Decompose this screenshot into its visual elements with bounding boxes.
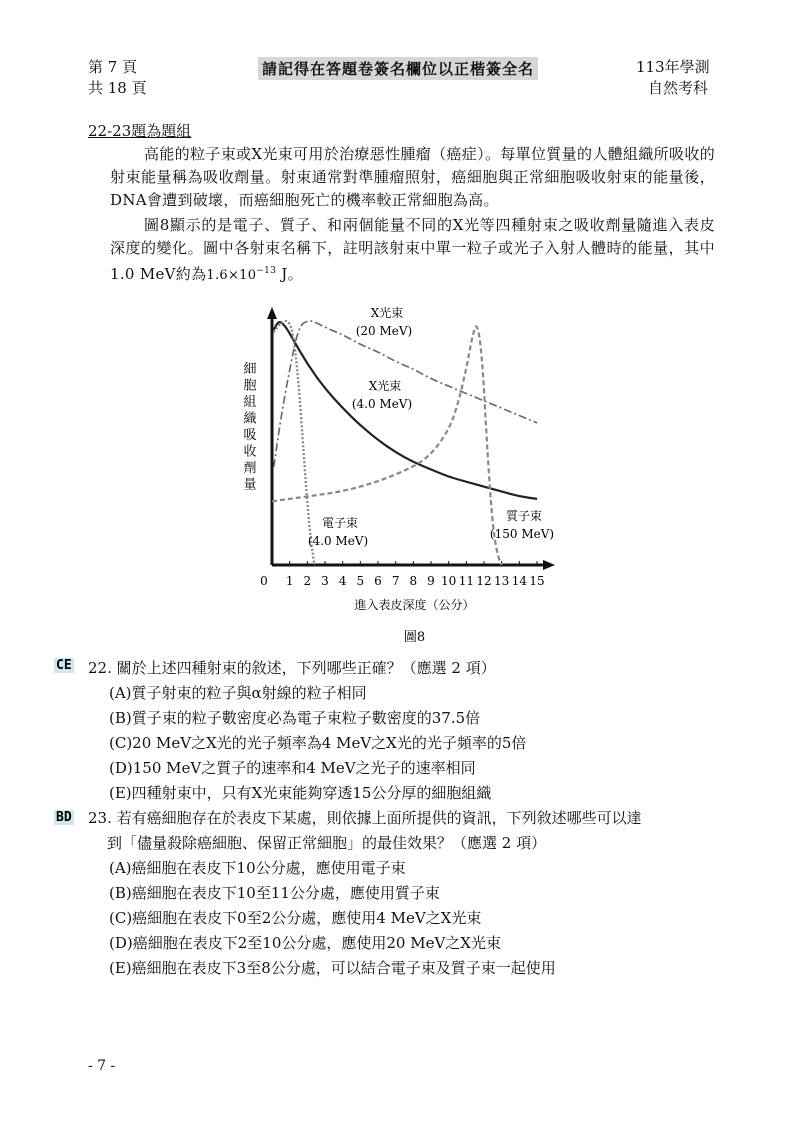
x-tick-label: 9 — [427, 574, 435, 588]
x-tick-label: 4 — [338, 574, 347, 588]
q23-option-e[interactable]: (E)癌細胞在表皮下3至8公分處，可以結合電子束及質子束一起使用 — [109, 959, 556, 977]
xray-20mev-energy-label: (20 MeV) — [355, 324, 413, 338]
xray-20mev-curve — [274, 321, 537, 467]
signature-notice-banner: 請記得在答題卷簽名欄位以正楷簽全名 — [258, 57, 538, 80]
q23-option-b[interactable]: (B)癌細胞在表皮下10至11公分處，應使用質子束 — [109, 884, 440, 902]
figure-caption: 圖8 — [403, 630, 426, 645]
x-tick-label: 3 — [321, 574, 329, 588]
electron-beam-label: 電子束 — [321, 516, 359, 530]
x-tick-label: 14 — [511, 574, 527, 588]
y-axis-label-char: 細 — [243, 362, 257, 377]
y-axis-arrow — [267, 307, 277, 319]
x-tick-label: 10 — [441, 574, 457, 588]
y-axis-label-char: 織 — [243, 411, 257, 427]
y-axis-label-char: 劑 — [243, 461, 257, 476]
y-axis-label-char: 量 — [243, 477, 257, 493]
q22-option-a[interactable]: (A)質子射束的粒子與α射線的粒子相同 — [109, 684, 367, 702]
q22-option-b[interactable]: (B)質子束的粒子數密度必為電子束粒子數密度的37.5倍 — [109, 709, 481, 727]
energy-conversion-exponent: −13 — [256, 266, 277, 276]
y-axis-label-char: 胞 — [243, 378, 257, 394]
q22-option-d[interactable]: (D)150 MeV之質子的速率和4 MeV之光子的速率相同 — [109, 759, 476, 777]
x-tick-label: 8 — [409, 574, 418, 588]
exam-label: 113年學測 — [636, 58, 710, 76]
x-tick-label: 0 — [260, 574, 268, 588]
y-axis-label-char: 吸 — [243, 428, 257, 443]
q23-option-d[interactable]: (D)癌細胞在表皮下2至10公分處，應使用20 MeV之X光束 — [109, 934, 501, 952]
q22-option-e[interactable]: (E)四種射束中，只有X光束能夠穿透15公分厚的細胞組織 — [109, 784, 492, 802]
x-tick-label: 15 — [529, 574, 545, 588]
intro-p1-text: 高能的粒子束或X光束可用於治療惡性腫瘤（癌症）。每單位質量的人體組織所吸收的射束能量稱為吸收劑量。射束通常對準腫瘤照射，癌細胞與正常細胞吸收射束的能量後，DNA會遭到破壞，而癌細胞死亡的機率較正常細胞為高。 — [110, 145, 715, 209]
y-axis-label-char: 組 — [243, 395, 257, 410]
x-tick-label: 6 — [374, 574, 382, 588]
x-tick-label: 1 — [285, 574, 294, 588]
q23-answer-tag — [54, 807, 74, 825]
intro-paragraph-1 — [110, 143, 715, 212]
x-tick-label: 12 — [476, 574, 492, 588]
q22-stem: 22. 關於上述四種射束的敘述，下列哪些正確？（應選 2 項） — [88, 659, 496, 677]
q23-stem-line1: 23. 若有癌細胞存在於表皮下某處，則依據上面所提供的資訊，下列敘述哪些可以達 — [88, 809, 642, 827]
subject-label: 自然考科 — [648, 79, 709, 97]
x-tick-label: 5 — [356, 574, 365, 588]
x-tick-label: 11 — [458, 574, 474, 588]
total-pages-label: 共 18 頁 — [88, 79, 147, 97]
x-axis-label: 進入表皮深度（公分） — [354, 598, 475, 612]
page-number-label: 第 7 頁 — [88, 58, 138, 76]
proton-beam-energy-label: (150 MeV) — [489, 527, 555, 541]
xray-4mev-label: X光束 — [368, 379, 402, 393]
intro-p2-prefix: 圖8顯示的是電子、質子、和兩個能量不同的X光等四種射束之吸收劑量隨進入表皮深度的變化。圖中各射束名稱下，註明該射束中單一粒子或光子入射人體時的能量，其中1.0 MeV約為 — [110, 216, 715, 283]
y-axis-label-char: 收 — [243, 444, 257, 460]
q23-option-c[interactable]: (C)癌細胞在表皮下0至2公分處，應使用4 MeV之X光束 — [109, 909, 482, 927]
electron-beam-curve — [274, 321, 315, 565]
q23-stem-line2: 到「儘量殺除癌細胞、保留正常細胞」的最佳效果？（應選 2 項） — [107, 834, 547, 852]
absorbed-dose-chart — [220, 295, 580, 655]
intro-p2-suffix: J。 — [276, 265, 303, 283]
q23-answer-text: BD — [56, 810, 72, 825]
q22-answer-text: CE — [56, 658, 72, 673]
xray-20mev-label: X光束 — [370, 306, 404, 320]
intro-p2-text — [110, 214, 715, 287]
xray-4mev-energy-label: (4.0 MeV) — [351, 397, 413, 411]
proton-beam-label: 質子束 — [505, 509, 543, 523]
x-tick-label: 7 — [391, 574, 400, 588]
q22-answer-tag — [54, 655, 74, 673]
group-title: 22-23題為題組 — [88, 122, 192, 140]
energy-conversion-value: 1.6×10 — [206, 268, 257, 283]
q23-option-a[interactable]: (A)癌細胞在表皮下10公分處，應使用電子束 — [109, 859, 406, 877]
electron-beam-energy-label: (4.0 MeV) — [307, 534, 369, 548]
x-axis-arrow — [543, 560, 555, 570]
intro-paragraph-2 — [110, 214, 715, 287]
x-tick-label: 13 — [494, 574, 510, 588]
x-tick-label: 2 — [303, 574, 312, 588]
footer-page-number: - 7 - — [88, 1058, 116, 1074]
q22-option-c[interactable]: (C)20 MeV之X光的光子頻率為4 MeV之X光的光子頻率的5倍 — [109, 734, 527, 752]
